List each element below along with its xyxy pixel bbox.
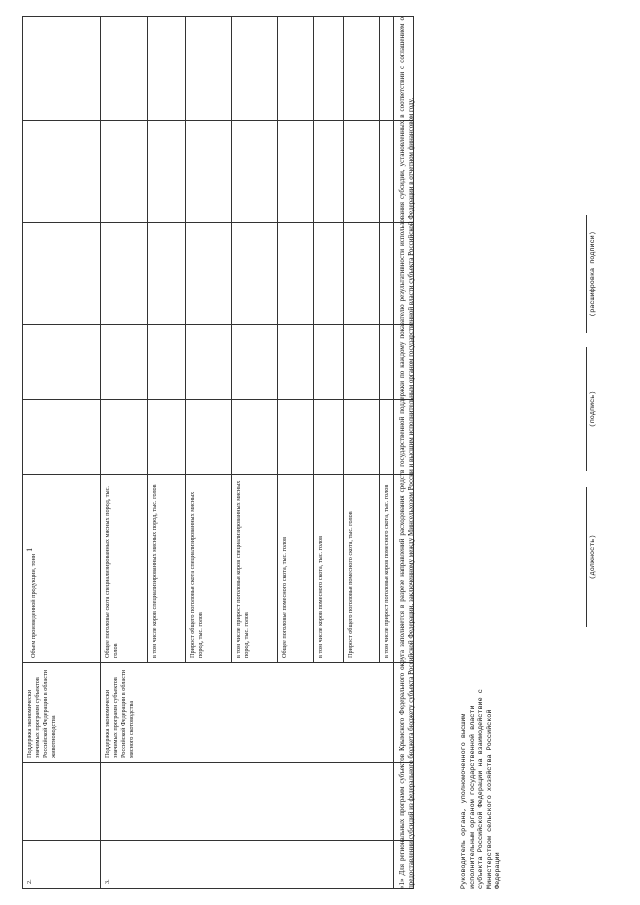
empty-cell	[314, 223, 344, 325]
empty-cell	[232, 223, 278, 325]
empty-cell	[232, 325, 278, 400]
indicator-name: в том числе коров специализированных мясных пород, тыс. голов	[148, 475, 186, 663]
empty-cell	[314, 325, 344, 400]
row-number: 3.	[101, 841, 414, 889]
indicator-name: в том числе прирост поголовья коров помесного скота, тыс. голов	[380, 475, 414, 663]
empty-cell	[148, 121, 186, 223]
empty-cell	[23, 763, 101, 841]
empty-cell	[186, 325, 232, 400]
empty-cell	[278, 223, 314, 325]
decoding-caption: (расшифровка подписи)	[589, 231, 597, 317]
indicator-name	[23, 475, 101, 663]
empty-cell	[148, 325, 186, 400]
results-table	[22, 16, 414, 889]
indicator-name: Прирост общего поголовья скота специализированных мясных пород, тыс. голов	[186, 475, 232, 663]
table-row	[23, 17, 101, 889]
signatory-organization: Руководитель органа, уполномоченного высшим исполнительным органом государственной власти субъекта Российской Федерации на взаимодействие с Министерством сельского хозяйства Российской Федерации	[460, 689, 503, 889]
empty-cell	[23, 17, 101, 121]
empty-cell	[186, 223, 232, 325]
indicator-name: Прирост общего поголовья помесного скота, тыс. голов	[344, 475, 380, 663]
empty-cell	[186, 400, 232, 475]
empty-cell	[23, 121, 101, 223]
empty-cell	[101, 400, 148, 475]
empty-cell	[232, 400, 278, 475]
empty-cell	[148, 400, 186, 475]
program-name: Поддержка экономически значимых программ субъектов Российской Федерации в области мясного скотоводства	[101, 663, 414, 763]
empty-cell	[101, 17, 148, 121]
indicator-text: Объем произведенной продукции, тонн	[30, 553, 38, 658]
empty-cell	[186, 121, 232, 223]
empty-cell	[344, 17, 380, 121]
row-number: 2.	[23, 841, 101, 889]
signature-caption: (подпись)	[589, 390, 597, 428]
empty-cell	[23, 400, 101, 475]
empty-cell	[314, 400, 344, 475]
indicator-name: Общее поголовье помесного скота, тыс. голов	[278, 475, 314, 663]
position-caption: (должность)	[589, 534, 597, 580]
footnote-mark: 1	[25, 547, 34, 552]
footnote: «1» Для региональных программ субъектов Крымского Федерального округа заполняется в разрезе направлений расходования средств государственной поддержки по каждому показателю результативности использования субсидии, установленных в соответствии с соглашением о предоставлении субсидий из федерального бюджета бюджету субъекта Российской Федерации, заключенному между Минсельхозом России и высшим исполнительным органом государственной власти субъекта Российской Федерации в отчетном финансовом году.	[393, 17, 416, 889]
empty-cell	[344, 400, 380, 475]
table-row	[101, 17, 148, 889]
empty-cell	[232, 17, 278, 121]
empty-cell	[344, 223, 380, 325]
empty-cell	[23, 223, 101, 325]
signature-line	[586, 347, 587, 471]
indicator-name: в том числе прирост поголовья коров специализированных мясных пород, тыс. голов	[232, 475, 278, 663]
empty-cell	[314, 121, 344, 223]
empty-cell	[232, 121, 278, 223]
empty-cell	[148, 17, 186, 121]
indicator-name: Общее поголовье скота специализированных мясных пород, тыс. голов	[101, 475, 148, 663]
empty-cell	[344, 325, 380, 400]
empty-cell	[101, 763, 414, 841]
empty-cell	[314, 17, 344, 121]
empty-cell	[101, 325, 148, 400]
decoding-line	[586, 215, 587, 333]
empty-cell	[278, 17, 314, 121]
empty-cell	[344, 121, 380, 223]
empty-cell	[101, 223, 148, 325]
empty-cell	[186, 17, 232, 121]
position-line	[586, 487, 587, 627]
empty-cell	[101, 121, 148, 223]
empty-cell	[148, 223, 186, 325]
empty-cell	[278, 325, 314, 400]
empty-cell	[23, 325, 101, 400]
empty-cell	[278, 121, 314, 223]
indicator-name: в том числе коров помесного скота, тыс. голов	[314, 475, 344, 663]
program-name: Поддержка экономически значимых программ субъектов Российской Федерации в области животноводства	[23, 663, 101, 763]
empty-cell	[278, 400, 314, 475]
